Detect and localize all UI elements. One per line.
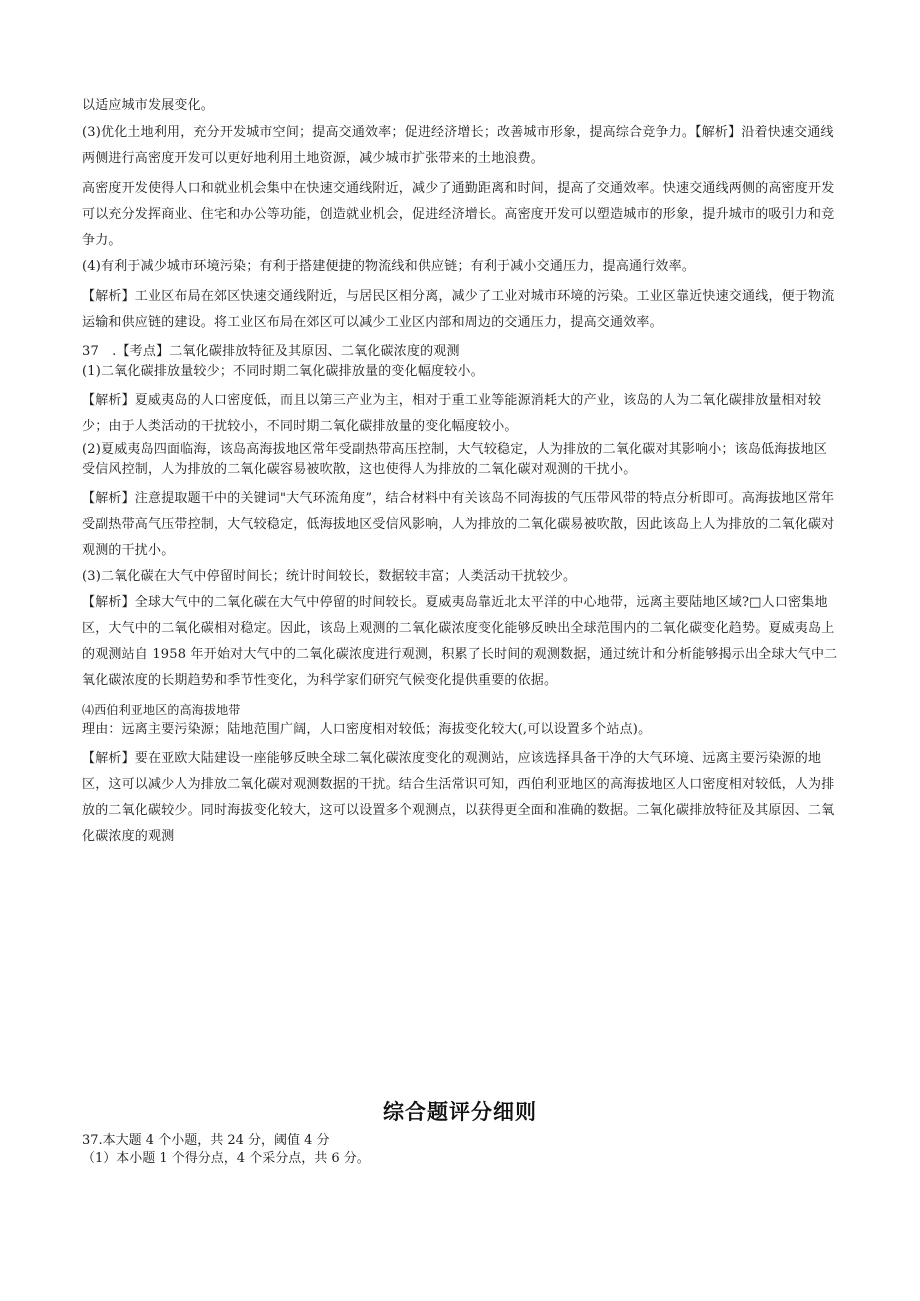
document-body bbox=[82, 96, 840, 850]
q37-answer-4-reason: 理由：远离主要污染源；陆地范围广阔，人口密度相对较低；海拔变化较大(,可以设置多个站点)。 bbox=[82, 722, 652, 737]
q37-answer-2-analysis: 【解析】注意提取题干中的关键词"大气环流角度”，结合材料中有关该岛不同海拔的气压带风带的特点分析即可。高海拔地区常年受副热带高气压带控制，大气较稳定，低海拔地区受信风影响，人为排放的二氧化碳易被吹散，因此该岛上人为排放的二氧化碳对观测的干扰小。 bbox=[82, 491, 835, 558]
question-37-topic: 37 .【考点】二氧化碳排放特征及其原因、二氧化碳浓度的观测 bbox=[82, 344, 460, 359]
q37-answer-4-analysis: 【解析】要在亚欧大陆建设一座能够反映全球二氧化碳浓度变化的观测站，应该选择具备干净的大气环境、远离主要污染源的地区，这可以减少人为排放二氧化碳对观测数据的干扰。结合生活常识可知，西伯利亚地区的高海拔地区人口密度相对较低，人为排放的二氧化碳较少。同时海拔变化较大，这可以设置多个观测点，以获得更全面和准确的数据。二氧化碳排放特征及其原因、二氧化碳浓度的观测 bbox=[82, 751, 835, 844]
scoring-line-1: （1）本小题 1 个得分点，4 个采分点，共 6 分。 bbox=[82, 1151, 370, 1166]
answer-3-analysis: 高密度开发使得人口和就业机会集中在快速交通线附近，减少了通勤距离和时间，提高了交通效率。快速交通线两侧的高密度开发可以充分发挥商业、住宅和办公等功能，创造就业机会，促进经济增长。高密度开发可以塑造城市的形象，提升城市的吸引力和竞争力。 bbox=[82, 181, 835, 248]
q37-answer-1: (1)二氧化碳排放量较少；不同时期二氧化碳排放量的变化幅度较小。 bbox=[82, 364, 484, 379]
q37-answer-4: ⑷西伯利亚地区的高海拔地带 bbox=[82, 703, 241, 717]
q37-answer-2: (2)夏威夷岛四面临海，该岛高海拔地区常年受副热带高压控制，大气较稳定，人为排放的二氧化碳对其影响小；该岛低海拔地区受信风控制，人为排放的二氧化碳容易被吹散，这也使得人为排放的二氧化碳对观测的干扰小。 bbox=[82, 442, 828, 477]
answer-4: (4)有利于减少城市环境污染；有利于搭建便捷的物流线和供应链；有利于减小交通压力，提高通行效率。 bbox=[82, 259, 696, 274]
scoring-rules-title: 综合题评分细则 bbox=[383, 1100, 537, 1124]
scoring-line-37: 37.本大题 4 个小题，共 24 分，阈值 4 分 bbox=[82, 1133, 330, 1148]
q37-answer-1-analysis: 【解析】夏威夷岛的人口密度低，而且以第三产业为主，相对于重工业等能源消耗大的产业，该岛的人为二氧化碳排放量相对较少；由于人类活动的干扰较小，不同时期二氧化碳排放量的变化幅度较小。 bbox=[82, 393, 822, 434]
scoring-rules bbox=[82, 1132, 842, 1168]
answer-4-analysis: 【解析】工业区布局在郊区快速交通线附近，与居民区相分离，减少了工业对城市环境的污染。工业区靠近快速交通线，便于物流运输和供应链的建设。将工业区布局在郊区可以减少工业区内部和周边的交通压力，提高交通效率。 bbox=[82, 289, 835, 330]
q37-answer-3: (3)二氧化碳在大气中停留时间长；统计时间较长，数据较丰富；人类活动干扰较少。 bbox=[82, 569, 577, 584]
q37-answer-3-analysis: 【解析】全球大气中的二氧化碳在大气中停留的时间较长。夏威夷岛靠近北太平洋的中心地带，远离主要陆地区域?□人口密集地区，大气中的二氧化碳相对稳定。因此，该岛上观测的二氧化碳浓度变化能够反映出全球范围内的二氧化碳变化趋势。夏威夷岛上的观测站自 1958 年开始对大气中的二氧化碳浓度进行观测，积累了长时间的观测数据，通过统计和分析能够揭示出全球大气中二氧化碳浓度的长期趋势和季节性变化，为科学家们研究气候变化提供重要的依据。 bbox=[82, 595, 838, 688]
answer-3-tail: 以适应城市发展变化。 bbox=[82, 98, 215, 113]
answer-3: (3)优化土地利用，充分开发城市空间；提高交通效率；促进经济增长；改善城市形象，提高综合竞争力。【解析】沿着快速交通线两侧进行高密度开发可以更好地利用土地资源，减少城市扩张带来的土地浪费。 bbox=[82, 125, 834, 166]
